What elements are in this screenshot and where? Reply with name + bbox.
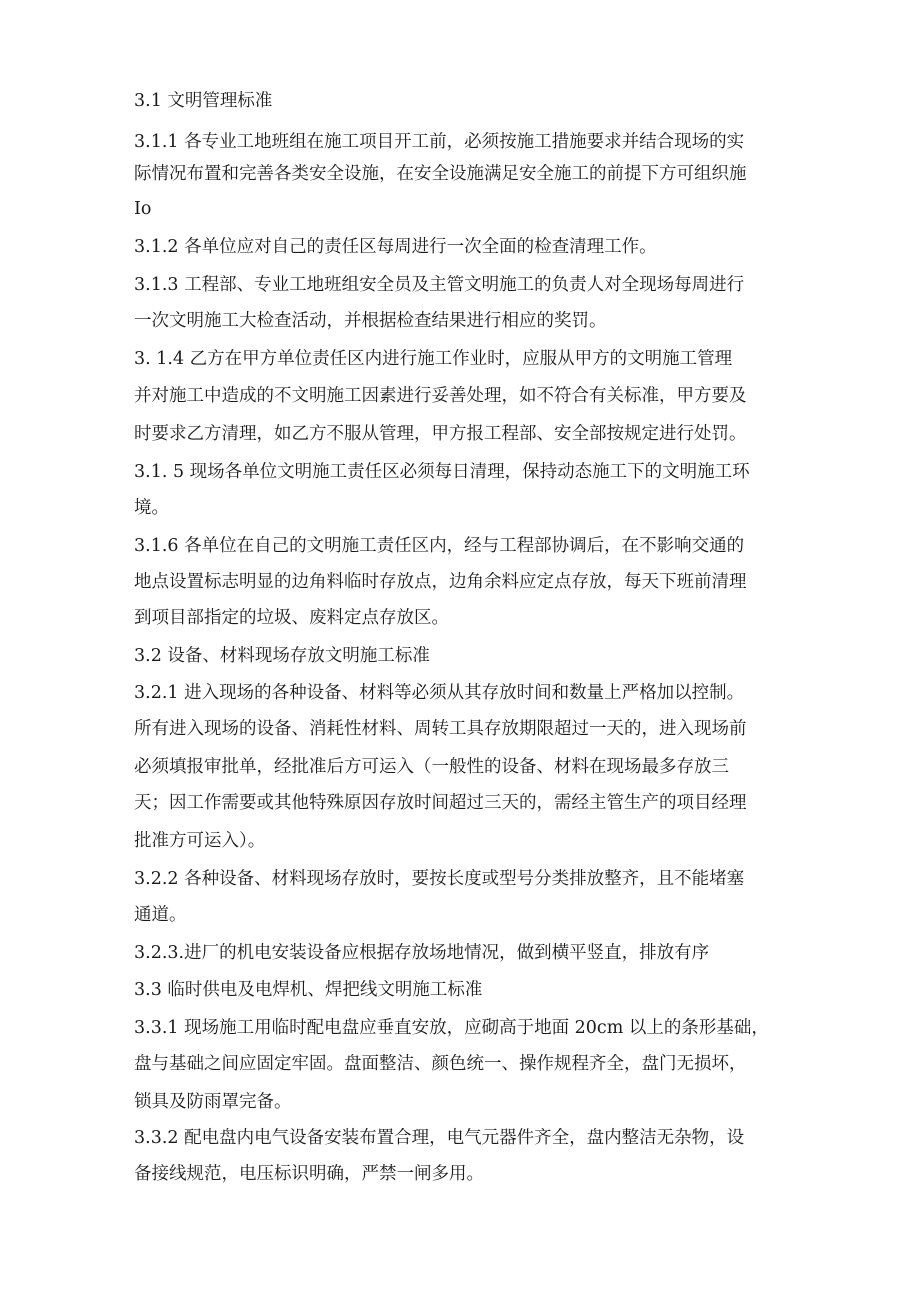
paragraph-line: 3.1.3 工程部、专业工地班组安全员及主管文明施工的负责人对全现场每周进行 <box>134 275 745 295</box>
paragraph-line: 批准方可运入）。 <box>134 831 266 851</box>
paragraph-line: 3.1.6 各单位在自己的文明施工责任区内，经与工程部协调后，在不影响交通的 <box>134 536 745 556</box>
paragraph-line: 时要求乙方清理，如乙方不服从管理，甲方报工程部、安全部按规定进行处罚。 <box>134 424 747 444</box>
paragraph-line: 3.2.3.进厂的机电安装设备应根据存放场地情况，做到横平竖直，排放有序 <box>134 943 710 963</box>
section-heading: 3.1 文明管理标准 <box>134 91 273 111</box>
paragraph-line: 3.1. 5 现场各单位文明施工责任区必须每日清理，保持动态施工下的文明施工环 <box>134 462 750 482</box>
paragraph-line: 并对施工中造成的不文明施工因素进行妥善处理，如不符合有关标准，甲方要及 <box>134 386 747 406</box>
paragraph-line: Io <box>134 199 152 219</box>
paragraph-line: 3. 1.4 乙方在甲方单位责任区内进行施工作业时，应服从甲方的文明施工管理 <box>134 349 733 369</box>
paragraph-line: 3.2.2 各种设备、材料现场存放时，要按长度或型号分类排放整齐，且不能堵塞 <box>134 869 745 889</box>
paragraph-line: 必须填报审批单，经批准后方可运入（一般性的设备、材料在现场最多存放三 <box>134 757 729 777</box>
paragraph-line: 一次文明施工大检查活动，并根据检查结果进行相应的奖罚。 <box>134 311 607 331</box>
paragraph-line: 3.3.2 配电盘内电气设备安装布置合理，电气元器件齐全，盘内整洁无杂物，设 <box>134 1128 745 1148</box>
paragraph-line: 所有进入现场的设备、消耗性材料、周转工具存放期限超过一天的，进入现场前 <box>134 719 747 739</box>
paragraph-line: 境。 <box>134 498 169 518</box>
paragraph-line: 盘与基础之间应固定牢固。盘面整洁、颜色统一、操作规程齐全，盘门无损坏， <box>134 1054 747 1074</box>
section-heading: 3.3 临时供电及电焊机、焊把线文明施工标准 <box>134 980 483 1000</box>
section-heading: 3.2 设备、材料现场存放文明施工标准 <box>134 646 430 666</box>
paragraph-line: 到项目部指定的垃圾、废料定点存放区。 <box>134 608 449 628</box>
paragraph-line: 通道。 <box>134 905 187 925</box>
paragraph-line: 锁具及防雨罩完备。 <box>134 1092 292 1112</box>
paragraph-line: 际情况布置和完善各类安全设施，在安全设施满足安全施工的前提下方可组织施 <box>134 164 747 184</box>
paragraph-line: 备接线规范，电压标识明确，严禁一闸多用。 <box>134 1164 484 1184</box>
paragraph-line: 3.2.1 进入现场的各种设备、材料等必须从其存放时间和数量上严格加以控制。 <box>134 683 745 703</box>
paragraph-line: 3.3.1 现场施工用临时配电盘应垂直安放，应砌高于地面 20cm 以上的条形基础， <box>134 1018 769 1038</box>
paragraph-line: 天；因工作需要或其他特殊原因存放时间超过三天的，需经主管生产的项目经理 <box>134 793 747 813</box>
paragraph-line: 3.1.1 各专业工地班组在施工项目开工前，必须按施工措施要求并结合现场的实 <box>134 132 745 152</box>
paragraph-line: 地点设置标志明显的边角料临时存放点，边角余料应定点存放，每天下班前清理 <box>134 572 747 592</box>
paragraph-line: 3.1.2 各单位应对自己的责任区每周进行一次全面的检查清理工作。 <box>134 237 657 257</box>
